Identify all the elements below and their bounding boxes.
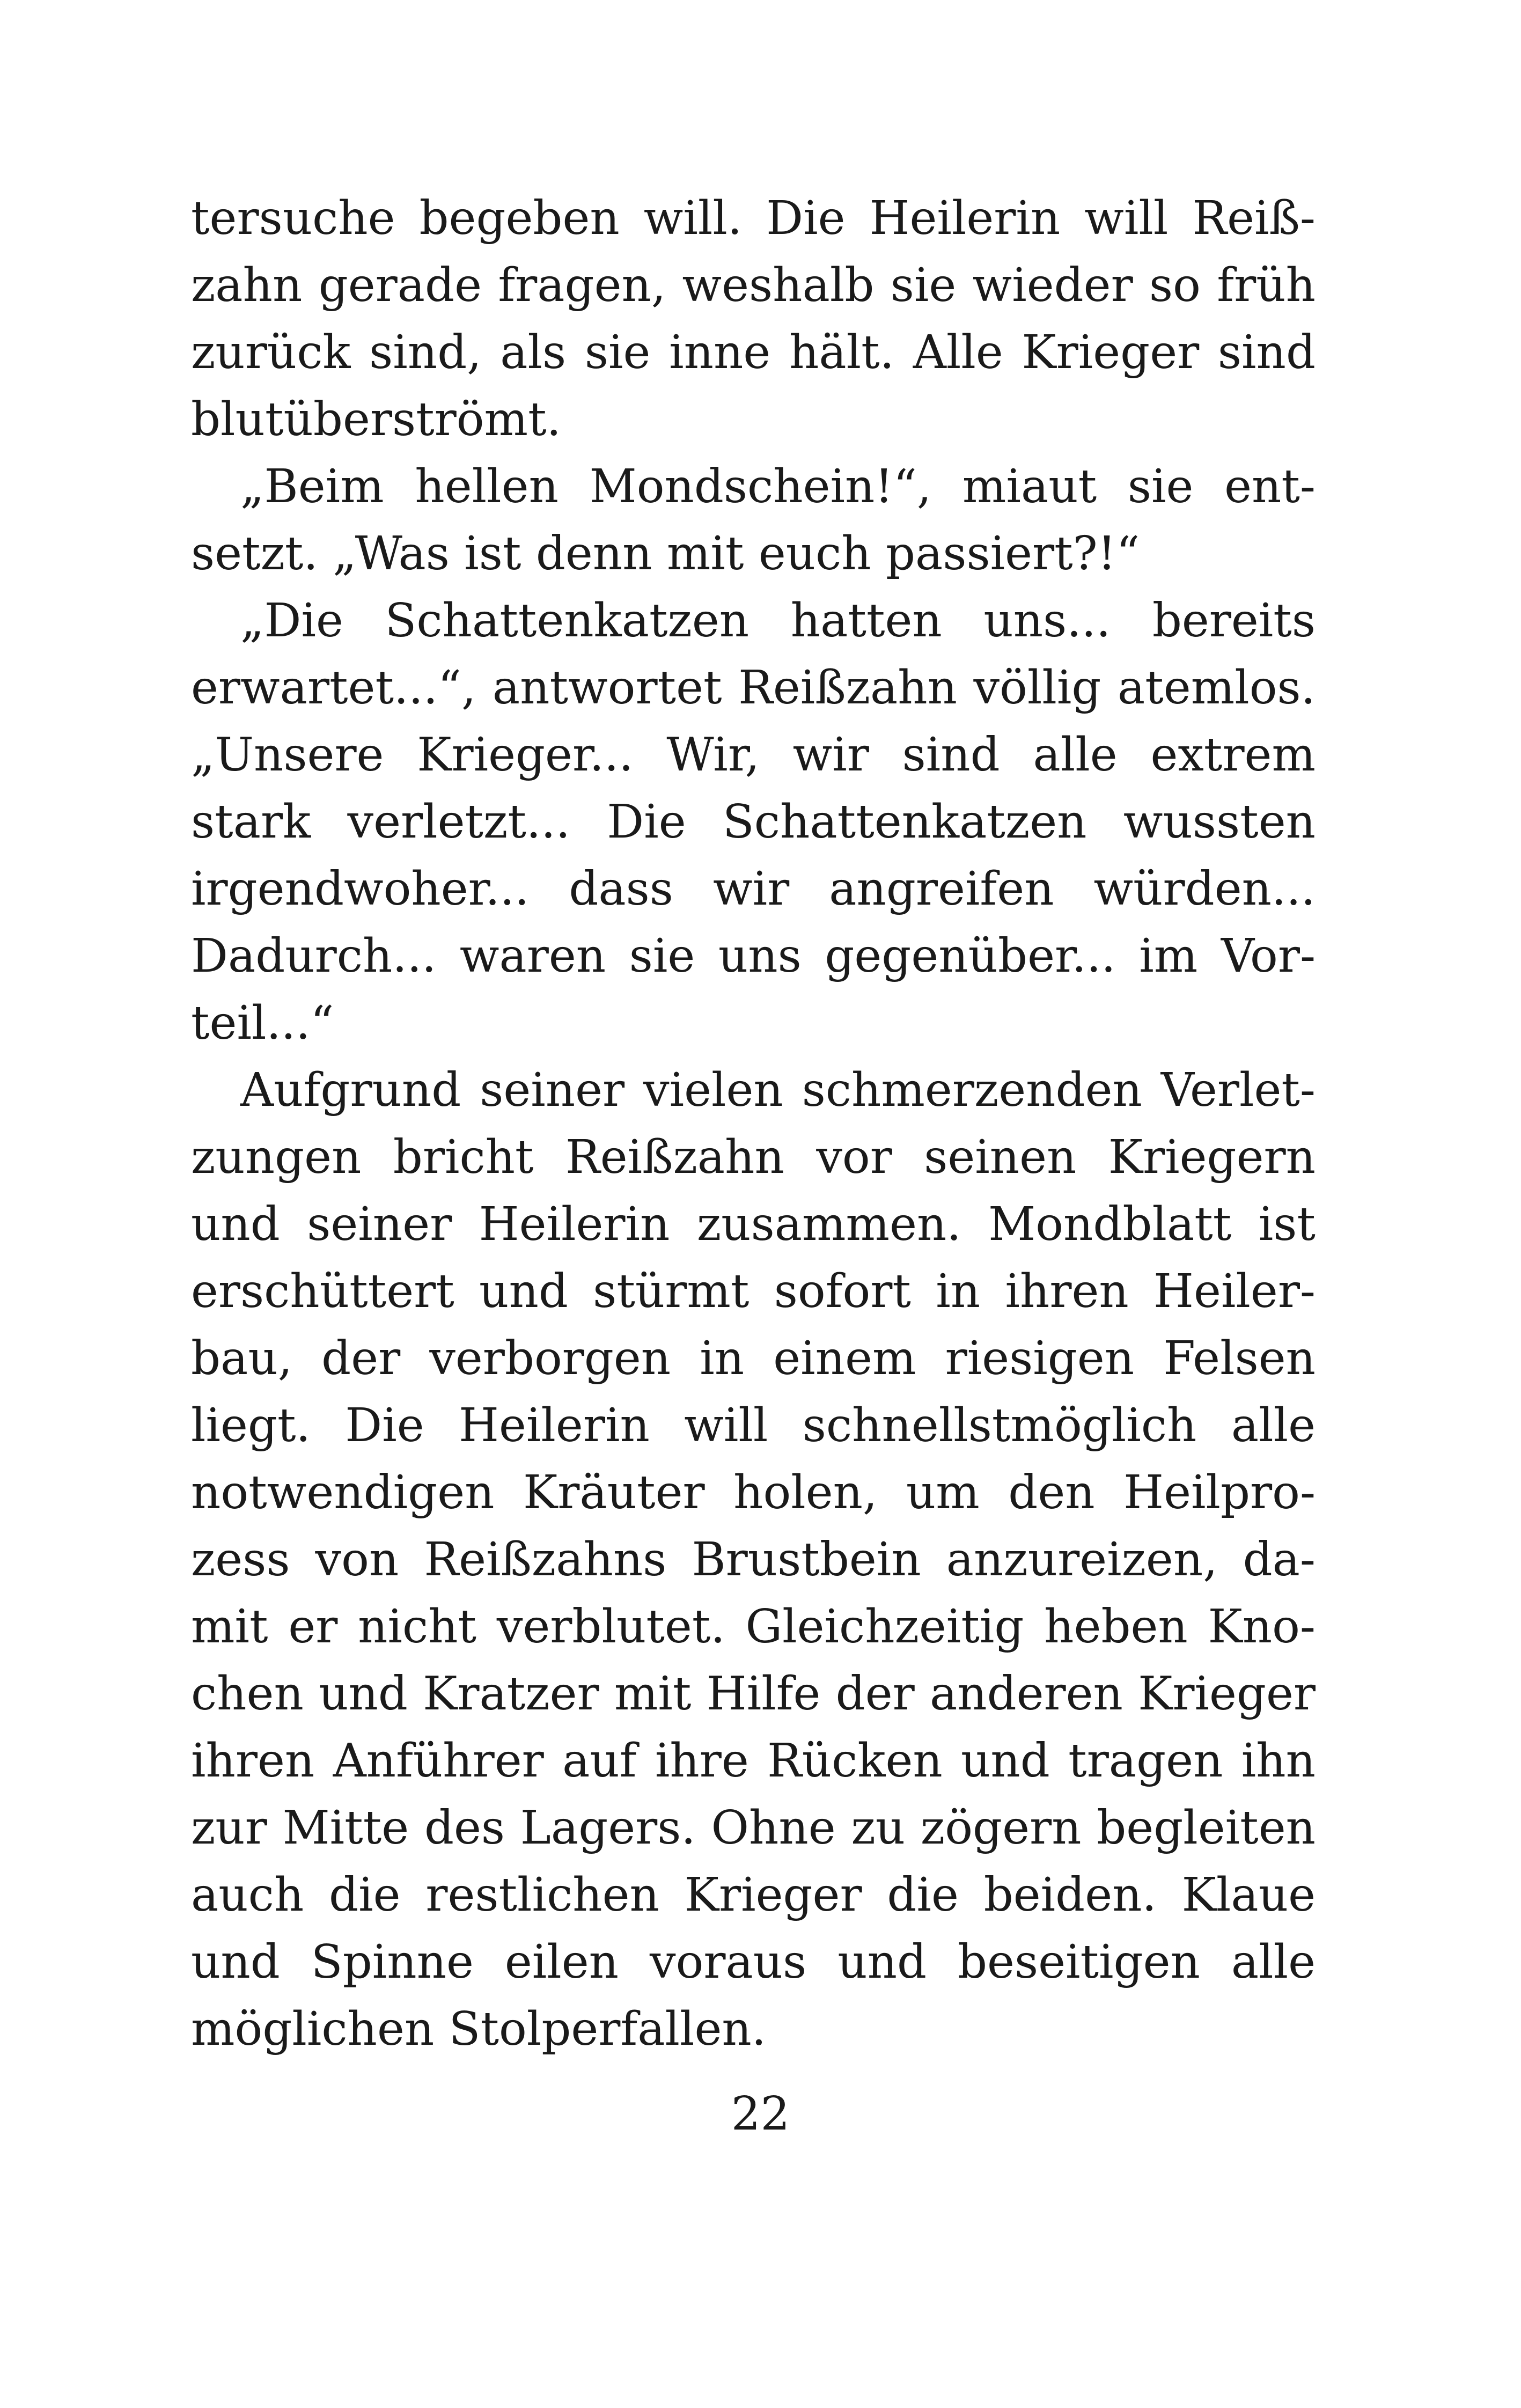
text-line: zungen bricht Reißzahn vor seinen Kriegern xyxy=(191,1130,1316,1184)
text-line: „Unsere Krieger... Wir, wir sind alle extrem xyxy=(191,728,1316,782)
body-text xyxy=(191,185,1316,2063)
text-line: chen und Kratzer mit Hilfe der anderen Krieger xyxy=(191,1667,1316,1721)
text-line: und Spinne eilen voraus und beseitigen alle xyxy=(191,1935,1316,1989)
text-line: blutüberströmt. xyxy=(191,393,561,446)
text-line: Aufgrund seiner vielen schmerzenden Verlet- xyxy=(240,1063,1316,1117)
text-line: mit er nicht verblutet. Gleichzeitig heben Kno- xyxy=(191,1600,1316,1654)
text-line: tersuche begeben will. Die Heilerin will Reiß- xyxy=(191,192,1316,245)
text-line: ihren Anführer auf ihre Rücken und tragen ihn xyxy=(191,1734,1316,1788)
text-line: erschüttert und stürmt sofort in ihren Heiler- xyxy=(191,1265,1316,1318)
text-line: möglichen Stolperfallen. xyxy=(191,2002,767,2056)
text-line: bau, der verborgen in einem riesigen Felsen xyxy=(191,1332,1316,1385)
text-line: teil...“ xyxy=(191,996,334,1050)
text-line: „Die Schattenkatzen hatten uns... bereits xyxy=(240,594,1316,648)
text-line: zur Mitte des Lagers. Ohne zu zögern begleiten xyxy=(191,1801,1316,1855)
text-line: notwendigen Kräuter holen, um den Heilpro- xyxy=(191,1466,1316,1519)
text-line: auch die restlichen Krieger die beiden. Klaue xyxy=(191,1868,1316,1922)
text-line: liegt. Die Heilerin will schnellstmöglich alle xyxy=(191,1399,1316,1452)
text-line: Dadurch... waren sie uns gegenüber... im Vor- xyxy=(191,929,1316,983)
text-line: zess von Reißzahns Brustbein anzureizen, da- xyxy=(191,1533,1316,1587)
text-line: erwartet...“, antwortet Reißzahn völlig atemlos. xyxy=(191,661,1316,715)
page-number: 22 xyxy=(731,2087,790,2141)
text-line: „Beim hellen Mondschein!“, miaut sie ent- xyxy=(240,460,1316,513)
text-line: setzt. „Was ist denn mit euch passiert?!“ xyxy=(191,527,1140,581)
text-line: zahn gerade fragen, weshalb sie wieder so früh xyxy=(191,259,1316,312)
text-line: und seiner Heilerin zusammen. Mondblatt ist xyxy=(191,1198,1316,1251)
text-line: zurück sind, als sie inne hält. Alle Krieger sind xyxy=(191,326,1316,379)
text-line: irgendwoher... dass wir angreifen würden... xyxy=(191,862,1316,916)
text-line: stark verletzt... Die Schattenkatzen wussten xyxy=(191,795,1316,849)
